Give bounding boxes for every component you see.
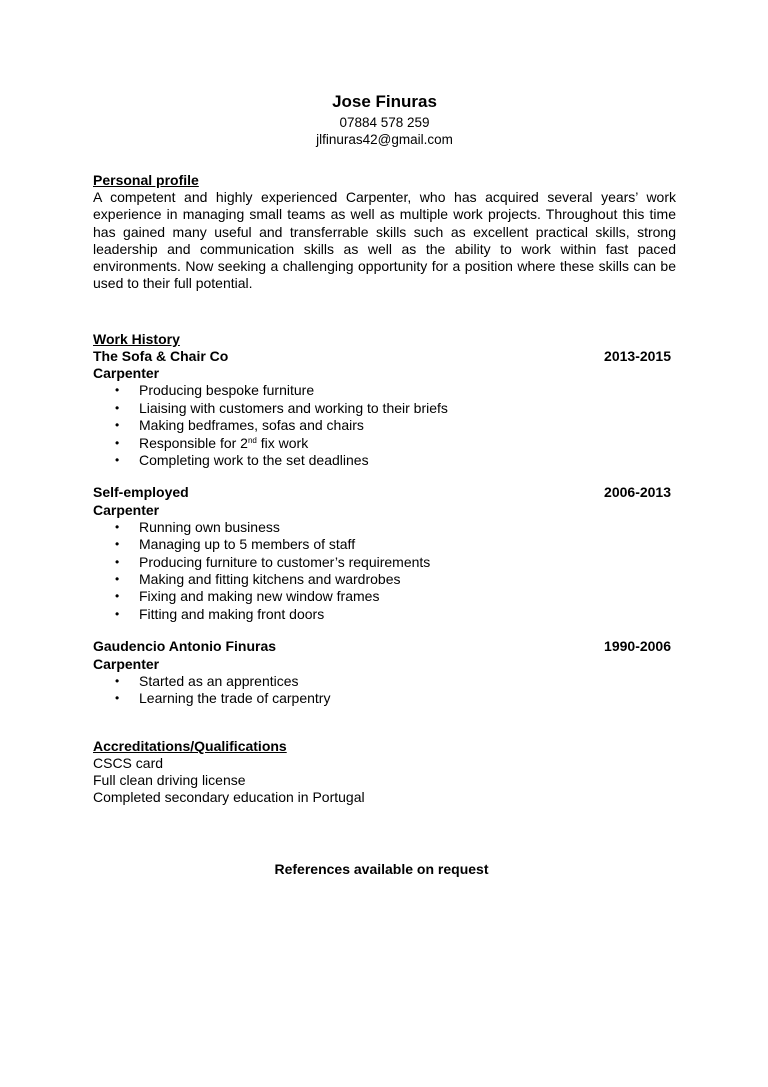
list-item: • Liaising with customers and working to their briefs — [115, 399, 448, 416]
bullet-icon: • — [115, 383, 120, 398]
job-header — [93, 638, 676, 656]
section-title-work: Work History — [93, 330, 180, 347]
bullet-icon: • — [115, 572, 120, 587]
email-address: jlfinuras42@gmail.com — [316, 132, 453, 147]
work-history-section — [93, 331, 676, 708]
list-item: • Producing bespoke furniture — [115, 382, 315, 399]
job-years: 1990-2006 — [604, 638, 671, 655]
list-item: • Started as an apprentices — [115, 672, 299, 689]
profile-text: A competent and highly experienced Carpenter, who has acquired several years’ work experience in managing small teams as well as multiple work projects. Throughout this time has gained many useful and transferrable skills such as excellent practical skills, strong leadership and communication skills as well as the ability to work within fast paced environments. Now seeking a challenging opportunity for a position where these skills can be used to their full potential. — [93, 189, 676, 292]
candidate-name: Jose Finuras — [332, 92, 437, 111]
phone-number: 07884 578 259 — [339, 115, 430, 130]
bullet-icon: • — [115, 589, 120, 604]
duty-list — [93, 519, 676, 623]
duty-list — [93, 673, 676, 708]
job-entry — [93, 348, 676, 470]
list-item: • Fitting and making front doors — [115, 605, 325, 622]
list-item: • Learning the trade of carpentry — [115, 690, 331, 707]
qualification-item: CSCS card — [93, 754, 164, 771]
section-title-qualifications: Accreditations/Qualifications — [93, 737, 287, 754]
job-employer: Gaudencio Antonio Finuras — [93, 638, 277, 655]
job-entry — [93, 638, 676, 707]
job-header — [93, 348, 676, 366]
job-years: 2006-2013 — [604, 484, 671, 501]
job-role: Carpenter — [93, 365, 160, 382]
qualification-item: Completed secondary education in Portugal — [93, 788, 365, 805]
references-note: References available on request — [274, 860, 489, 877]
job-role: Carpenter — [93, 655, 160, 672]
bullet-icon: • — [115, 537, 120, 552]
list-item: • Completing work to the set deadlines — [115, 451, 369, 468]
bullet-icon: • — [115, 452, 120, 467]
list-item: • Making and fitting kitchens and wardrobes — [115, 571, 401, 588]
duty-list — [93, 382, 676, 469]
list-item: • Fixing and making new window frames — [115, 588, 380, 605]
resume-header — [93, 92, 676, 148]
duty-with-superscript: Responsible for 2nd fix work — [139, 434, 309, 451]
bullet-icon: • — [115, 519, 120, 534]
list-item: • Managing up to 5 members of staff — [115, 536, 356, 553]
qualification-item: Full clean driving license — [93, 771, 246, 788]
bullet-icon: • — [115, 691, 120, 706]
bullet-icon: • — [115, 435, 120, 450]
resume-page — [93, 92, 676, 878]
job-employer: Self-employed — [93, 484, 189, 501]
job-role: Carpenter — [93, 501, 160, 518]
job-header — [93, 484, 676, 502]
personal-profile-section — [93, 172, 676, 293]
bullet-icon: • — [115, 418, 120, 433]
bullet-icon: • — [115, 400, 120, 415]
job-entry — [93, 484, 676, 623]
list-item — [115, 435, 676, 452]
bullet-icon: • — [115, 673, 120, 688]
list-item: • Making bedframes, sofas and chairs — [115, 417, 364, 434]
section-title-profile: Personal profile — [93, 172, 199, 188]
qualifications-section — [93, 738, 676, 806]
bullet-icon: • — [115, 606, 120, 621]
list-item: • Running own business — [115, 518, 280, 535]
bullet-icon: • — [115, 554, 120, 569]
job-employer: The Sofa & Chair Co — [93, 347, 229, 364]
list-item: • Producing furniture to customer’s requirements — [115, 553, 431, 570]
job-years: 2013-2015 — [604, 347, 671, 364]
